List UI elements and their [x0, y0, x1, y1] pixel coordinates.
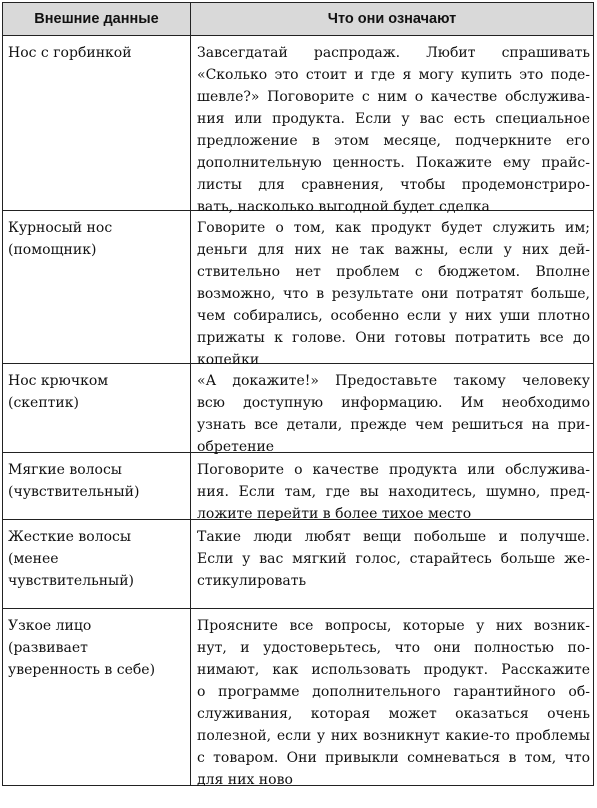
meaning-line: дополнительную ценность. Покажите ему прайс-	[197, 155, 590, 171]
table-row	[3, 211, 593, 368]
feature-line: чувствительный)	[8, 573, 134, 589]
cell-feature	[3, 211, 191, 363]
meaning-line: служивания, которая может оказаться очень	[197, 706, 590, 722]
meaning-line: Говорите о том, как продукт будет служить им;	[197, 220, 590, 236]
header-external-data: Внешние данные	[3, 3, 191, 35]
meaning-line: с товаром. Они привыкли сомневаться в том, что	[197, 750, 590, 766]
meaning-line: нут, и удостоверьтесь, что они полностью по-	[197, 640, 590, 656]
feature-line: Мягкие волосы	[8, 462, 122, 478]
meaning-line: Поговорите о качестве продукта или обслужива-	[197, 462, 590, 478]
cell-meaning	[191, 609, 593, 788]
table-row	[3, 36, 593, 215]
meaning-line: Если у вас мягкий голос, старайтесь больше же-	[197, 551, 590, 567]
meaning-line: чем собирались, особенно если у них уши плотно	[197, 308, 590, 324]
feature-line: (помощник)	[8, 242, 97, 258]
meaning-line: полезной, если у них возникнут какие-то проблемы	[197, 728, 590, 744]
cell-feature	[3, 36, 191, 210]
meaning-line: Завсегдатай распродаж. Любит спрашивать	[197, 45, 590, 61]
cell-meaning	[191, 211, 593, 368]
meaning-line: обретение	[197, 439, 275, 455]
meaning-line: возможно, что в результате они потратят больше,	[197, 286, 590, 302]
feature-line: (скептик)	[8, 395, 79, 411]
feature-line: Курносый нос	[8, 220, 113, 236]
meaning-line: ния. Если там, где вы находитесь, шумно, пред-	[197, 484, 590, 500]
feature-line: Нос с горбинкой	[8, 45, 132, 61]
table-row	[3, 453, 593, 520]
table-header	[3, 3, 593, 36]
meaning-line: Проясните все вопросы, которые у них возник-	[197, 618, 590, 634]
meaning-line: шевле?» Поговорите с ним о качестве обслужива-	[197, 89, 590, 105]
meaning-line: копейки	[197, 352, 260, 368]
meaning-line: предложение в этом месяце, подчеркните его	[197, 133, 590, 149]
meaning-line: прижаты к голове. Они готовы потратить все до	[197, 330, 590, 346]
table-body	[3, 36, 593, 788]
meaning-line: деньги для них не так важны, если у них дей-	[197, 242, 590, 258]
meaning-line: вать, насколько выгодной будет сделка	[197, 199, 490, 215]
data-table	[2, 2, 594, 786]
meaning-line: стикулировать	[197, 573, 307, 589]
feature-line: (чувствительный)	[8, 484, 140, 500]
meaning-line: «А докажите!» Предоставьте такому человеку	[197, 373, 590, 389]
meaning-line: всю доступную информацию. Им необходимо	[197, 395, 590, 411]
table-row	[3, 520, 593, 609]
meaning-line: о программе дополнительного гарантийного об-	[197, 684, 590, 700]
cell-feature	[3, 520, 191, 608]
meaning-line: Такие люди любят вещи побольше и получше.	[197, 529, 590, 545]
header-meaning: Что они означают	[327, 11, 457, 27]
meaning-line: нимают, как использовать продукт. Расскажите	[197, 662, 590, 678]
feature-line: уверенность в себе)	[8, 662, 156, 678]
cell-feature	[3, 364, 191, 452]
meaning-line: «Сколько это стоит и где я могу купить это поде-	[197, 67, 590, 83]
feature-line: (менее	[8, 551, 59, 567]
table-row	[3, 609, 593, 788]
meaning-line: листы для сравнения, чтобы продемонстриро-	[197, 177, 590, 193]
meaning-line: узнать все детали, прежде чем решиться на при-	[197, 417, 590, 433]
feature-line: Узкое лицо	[8, 618, 92, 634]
feature-line: Нос крючком	[8, 373, 109, 389]
feature-line: Жесткие волосы	[8, 529, 132, 545]
meaning-line: для них ново	[197, 772, 293, 788]
meaning-line: ложите перейти в более тихое место	[197, 506, 472, 522]
cell-feature	[3, 453, 191, 519]
meaning-line: ствительно нет проблем с бюджетом. Вполне	[197, 264, 590, 280]
cell-meaning	[191, 453, 593, 522]
feature-line: (развивает	[8, 640, 88, 656]
table-row	[3, 364, 593, 453]
cell-feature	[3, 609, 191, 785]
cell-meaning	[191, 520, 593, 608]
meaning-line: ния или продукта. Если у вас есть специальное	[197, 111, 590, 127]
cell-meaning	[191, 36, 593, 215]
cell-meaning	[191, 364, 593, 455]
